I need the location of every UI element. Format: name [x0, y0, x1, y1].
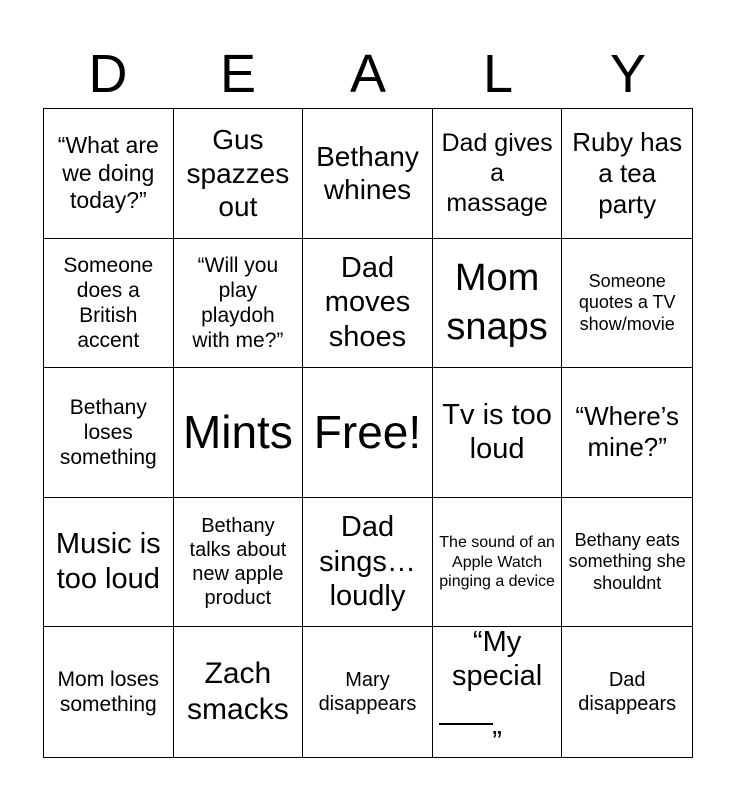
bingo-cell-r3c3-free[interactable] [303, 368, 433, 498]
bingo-cell-r2c5[interactable] [562, 239, 692, 369]
cell-text: “My special [451, 627, 543, 693]
closing-quote: ” [492, 726, 502, 757]
bingo-cell-r4c4[interactable] [433, 498, 563, 628]
bingo-cell-r5c5[interactable] [562, 627, 692, 757]
cell-text: Dad moves shoes [324, 251, 411, 354]
cell-text: Dad disappears [578, 669, 677, 716]
header-letter-l: L [482, 44, 514, 104]
bingo-board [43, 108, 693, 758]
cell-text: Ruby has a tea party [572, 126, 683, 219]
bingo-cell-r5c2[interactable] [174, 627, 304, 757]
cell-text: “Where’s mine?” [575, 401, 679, 463]
cell-text: “Will you play playdoh with me?” [192, 253, 284, 353]
cell-text: Someone does a British accent [63, 253, 154, 353]
bingo-cell-r4c3[interactable] [303, 498, 433, 628]
cell-text-group [439, 627, 556, 757]
bingo-cell-r5c4[interactable] [433, 627, 563, 757]
bingo-cell-r1c1[interactable] [44, 109, 174, 239]
cell-text: Dad gives a massage [441, 129, 553, 218]
bingo-cell-r2c1[interactable] [44, 239, 174, 369]
header-letter-d: D [88, 44, 128, 104]
cell-text: Mary disappears [318, 669, 417, 716]
cell-text: Dad sings… loudly [319, 510, 416, 613]
cell-text: Bethany loses something [59, 395, 157, 470]
cell-text: Someone quotes a TV show/movie [578, 270, 676, 334]
bingo-header [43, 40, 693, 108]
cell-text: Zach smacks [187, 657, 289, 727]
header-letter-e: E [219, 44, 257, 104]
cell-text: Mom snaps [446, 256, 548, 348]
blank-underline [439, 694, 493, 725]
bingo-cell-r4c1[interactable] [44, 498, 174, 628]
header-letter-a: A [349, 44, 387, 104]
cell-text: Bethany whines [316, 140, 419, 206]
bingo-cell-r1c3[interactable] [303, 109, 433, 239]
bingo-cell-r1c5[interactable] [562, 109, 692, 239]
bingo-cell-r3c1[interactable] [44, 368, 174, 498]
bingo-cell-r4c2[interactable] [174, 498, 304, 628]
cell-text: “What are we doing today?” [57, 131, 159, 214]
cell-text: Gus spazzes out [186, 123, 290, 223]
cell-text: Mom loses something [57, 668, 160, 717]
bingo-cell-r1c2[interactable] [174, 109, 304, 239]
header-letter-y: Y [609, 44, 647, 104]
cell-text: Music is too loud [55, 528, 161, 596]
bingo-cell-r4c5[interactable] [562, 498, 692, 628]
bingo-cell-r3c2[interactable] [174, 368, 304, 498]
cell-text: Mints [182, 405, 293, 458]
bingo-cell-r2c2[interactable] [174, 239, 304, 369]
cell-text: Bethany eats something she shouldnt [568, 529, 686, 593]
bingo-cell-r2c4[interactable] [433, 239, 563, 369]
cell-text: The sound of an Apple Watch pinging a device [439, 534, 555, 590]
bingo-cell-r3c4[interactable] [433, 368, 563, 498]
free-space-text: Free! [313, 405, 422, 458]
cell-text: Tv is too loud [442, 398, 552, 466]
cell-text-blank-line [439, 694, 556, 757]
bingo-cell-r5c3[interactable] [303, 627, 433, 757]
bingo-cell-r2c3[interactable] [303, 239, 433, 369]
bingo-cell-r1c4[interactable] [433, 109, 563, 239]
cell-text: Bethany talks about new apple product [189, 515, 287, 610]
bingo-cell-r3c5[interactable] [562, 368, 692, 498]
bingo-cell-r5c1[interactable] [44, 627, 174, 757]
